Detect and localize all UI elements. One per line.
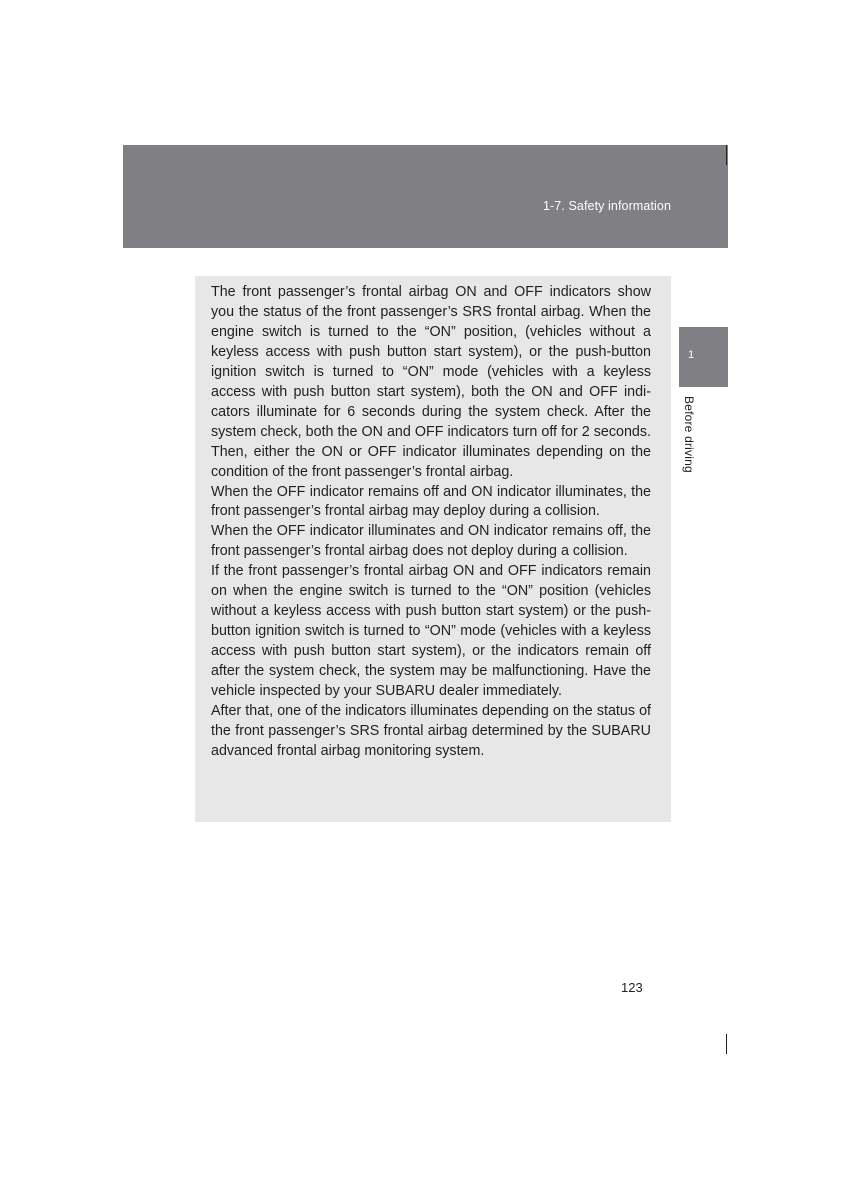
info-paragraph: When the OFF indicator illuminates and ON indicator remains off, the front passenger’s frontal airbag does not deploy during a collision. [211,523,651,560]
section-title: 1-7. Safety information [542,199,671,213]
chapter-label: Before driving [682,396,696,473]
chapter-number: 1 [688,349,695,361]
page-number: 123 [621,980,643,995]
crop-mark-bottom [726,1034,727,1054]
chapter-header-band [123,145,728,248]
info-paragraph: The front passenger’s frontal airbag ON and OFF indicators show you the status of the front passenger’s SRS frontal airbag. When the engine switch is turned to the “ON” position, (vehicles without a keyless access with push button start system), or the push-button ignition switch is turned to “ON” mode (vehicles with a keyless access with push button start system), both the ON and OFF indicators illuminate for 6 seconds during the system check. After the system check, both the ON and OFF indicators turn off for 2 seconds. Then, either the ON or OFF indicator illuminates depending on the condition of the front passenger’s frontal airbag. [211,284,651,480]
info-paragraph: When the OFF indicator remains off and ON indicator illuminates, the front passenger’s frontal airbag may deploy during a collision. [211,483,651,520]
info-paragraph: If the front passenger’s frontal airbag ON and OFF indicators remain on when the engine switch is turned to the “ON” position (vehicles without a keyless access with push button start system) or the push-button ignition switch is turned to “ON” mode (vehicles with a keyless access with push button start system), or the indicators remain off after the system check, the system may be malfunctioning. Have the vehicle inspected by your SUBARU dealer immediately. [211,563,651,700]
info-paragraph: After that, one of the indicators illuminates depending on the status of the front passenger’s SRS frontal airbag determined by the SUBARU advanced frontal airbag monitoring system. [211,703,651,759]
information-box [195,276,671,822]
chapter-tab [679,327,728,387]
crop-mark-top [726,145,727,165]
